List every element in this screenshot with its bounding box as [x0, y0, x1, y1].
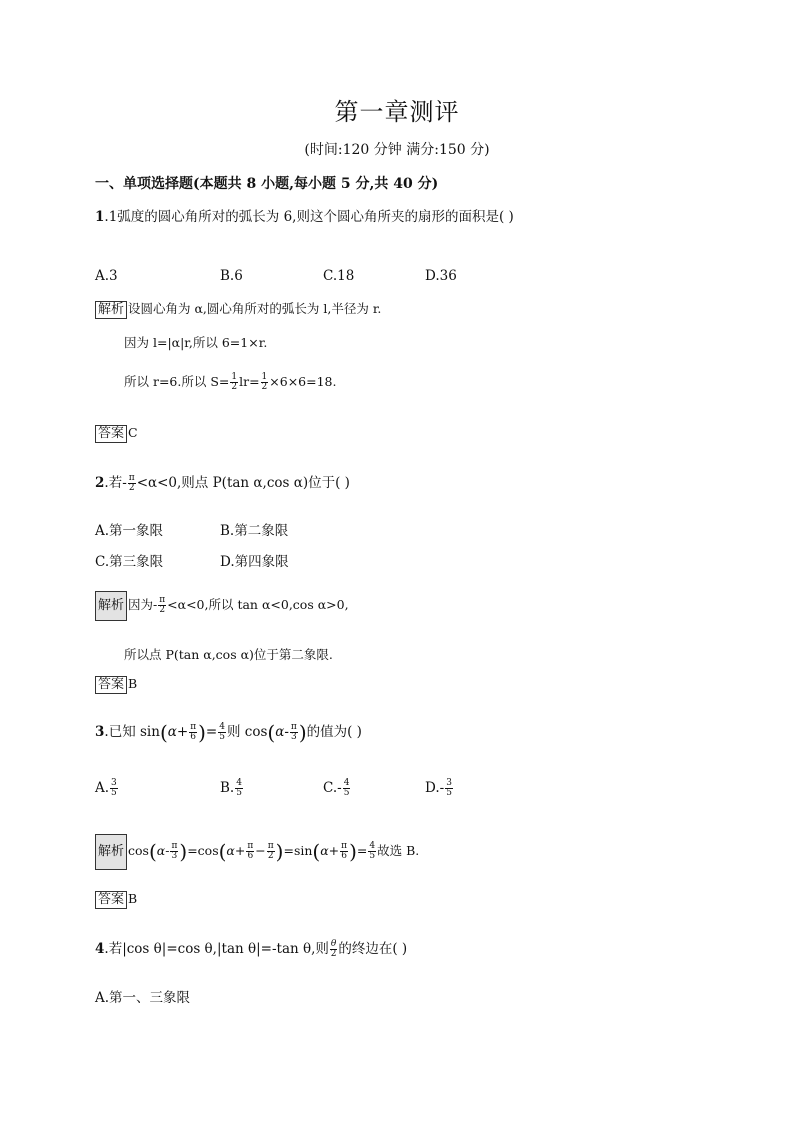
question-number: 4 [95, 941, 105, 957]
exam-info: (时间:120 分钟 满分:150 分) [304, 142, 490, 158]
question-2 [95, 471, 350, 493]
fraction: $\frac{\pi}{6}$ [190, 722, 197, 742]
fraction: $\frac{\pi}{2}$ [159, 595, 166, 615]
option-c: C.- $\frac{4}{5}$ [323, 778, 350, 798]
fraction: $\frac{1}{2}$ [261, 372, 268, 392]
solution-text: ×6×6=18. [269, 374, 337, 389]
question-number: 3 [95, 724, 105, 740]
solution-3-line-1: 解析 cos(α- $\frac{\pi}{3}$ )=cos(α+ $\frac{\pi}{6}$ − $\frac{\pi}{2}$ )=sin(α+ $\frac{\pi}{6}$ )= $\frac{4}{5}$ 故选 B. [95, 834, 419, 870]
option-b: B. $\frac{4}{5}$ [220, 778, 242, 798]
solution-1-line-2: 因为 l=|α|r,所以 6=1×r. [124, 335, 268, 350]
solution-2-line-2: 所以点 P(tan α,cos α)位于第二象限. [124, 647, 333, 662]
analysis-label: 解析 [95, 591, 127, 621]
section-heading: 一、单项选择题(本题共 8 小题,每小题 5 分,共 40 分) [95, 176, 439, 192]
question-text: 则 cos [226, 724, 268, 740]
fraction: $\frac{\pi}{3}$ [290, 722, 297, 742]
question-text: .若|cos θ|=cos θ,|tan θ|=-tan θ,则 [104, 941, 329, 957]
solution-2-line-1 [95, 591, 349, 621]
answer-value: C [128, 425, 138, 440]
answer-label: 答案 [95, 676, 127, 694]
question-text: 的终边在( ) [338, 941, 408, 957]
question-text: .若- [104, 475, 127, 491]
option-d: D.- $\frac{3}{5}$ [425, 778, 452, 798]
option-d: D.36 [425, 268, 457, 284]
question-text: <α<0,则点 P(tan α,cos α)位于( ) [136, 475, 350, 491]
fraction: $\frac{\pi}{2}$ [128, 473, 135, 493]
option-a: A. $\frac{3}{5}$ [95, 778, 117, 798]
analysis-label: 解析 [95, 834, 127, 870]
answer-2 [95, 676, 137, 694]
option-b: B.第二象限 [220, 523, 289, 539]
solution-text: lr= [239, 374, 260, 389]
solution-text: 设圆心角为 α,圆心角所对的弧长为 l,半径为 r. [128, 301, 382, 316]
option-c: C.18 [323, 268, 355, 284]
answer-label: 答案 [95, 425, 127, 443]
fraction: $\frac{1}{2}$ [231, 372, 238, 392]
solution-text: 所以 r=6.所以 S= [124, 374, 230, 389]
answer-1 [95, 425, 138, 443]
solution-1-line-3 [124, 372, 337, 392]
question-number: 2 [95, 475, 105, 491]
option-a: A.3 [95, 268, 118, 284]
question-text: 的值为( ) [306, 724, 362, 740]
answer-value: B [128, 891, 138, 906]
question-1 [95, 205, 514, 225]
answer-3 [95, 891, 137, 909]
analysis-label: 解析 [95, 301, 127, 319]
solution-1-line-1 [95, 299, 381, 319]
solution-text: 因为- [128, 597, 158, 612]
option-d: D.第四象限 [220, 554, 289, 570]
question-4 [95, 937, 407, 959]
option-b: B.6 [220, 268, 243, 284]
solution-text: 故选 B. [377, 843, 420, 858]
fraction: $\frac{\theta}{2}$ [330, 939, 337, 959]
solution-text: <α<0,所以 tan α<0,cos α>0, [167, 597, 349, 612]
question-text: .1弧度的圆心角所对的弧长为 6,则这个圆心角所夹的扇形的面积是( ) [104, 209, 514, 225]
option-a: A.第一象限 [95, 523, 164, 539]
page-title: 第一章测评 [334, 98, 460, 126]
option-a: A.第一、三象限 [95, 990, 191, 1006]
question-text: .已知 sin [104, 724, 160, 740]
fraction: $\frac{4}{5}$ [219, 722, 225, 742]
answer-label: 答案 [95, 891, 127, 909]
answer-value: B [128, 676, 138, 691]
question-3: 3.已知 sin(α+ $\frac{\pi}{6}$ )= $\frac{4}{5}$ 则 cos(α- $\frac{\pi}{3}$ )的值为( ) [95, 720, 362, 745]
option-c: C.第三象限 [95, 554, 164, 570]
question-number: 1 [95, 209, 105, 225]
